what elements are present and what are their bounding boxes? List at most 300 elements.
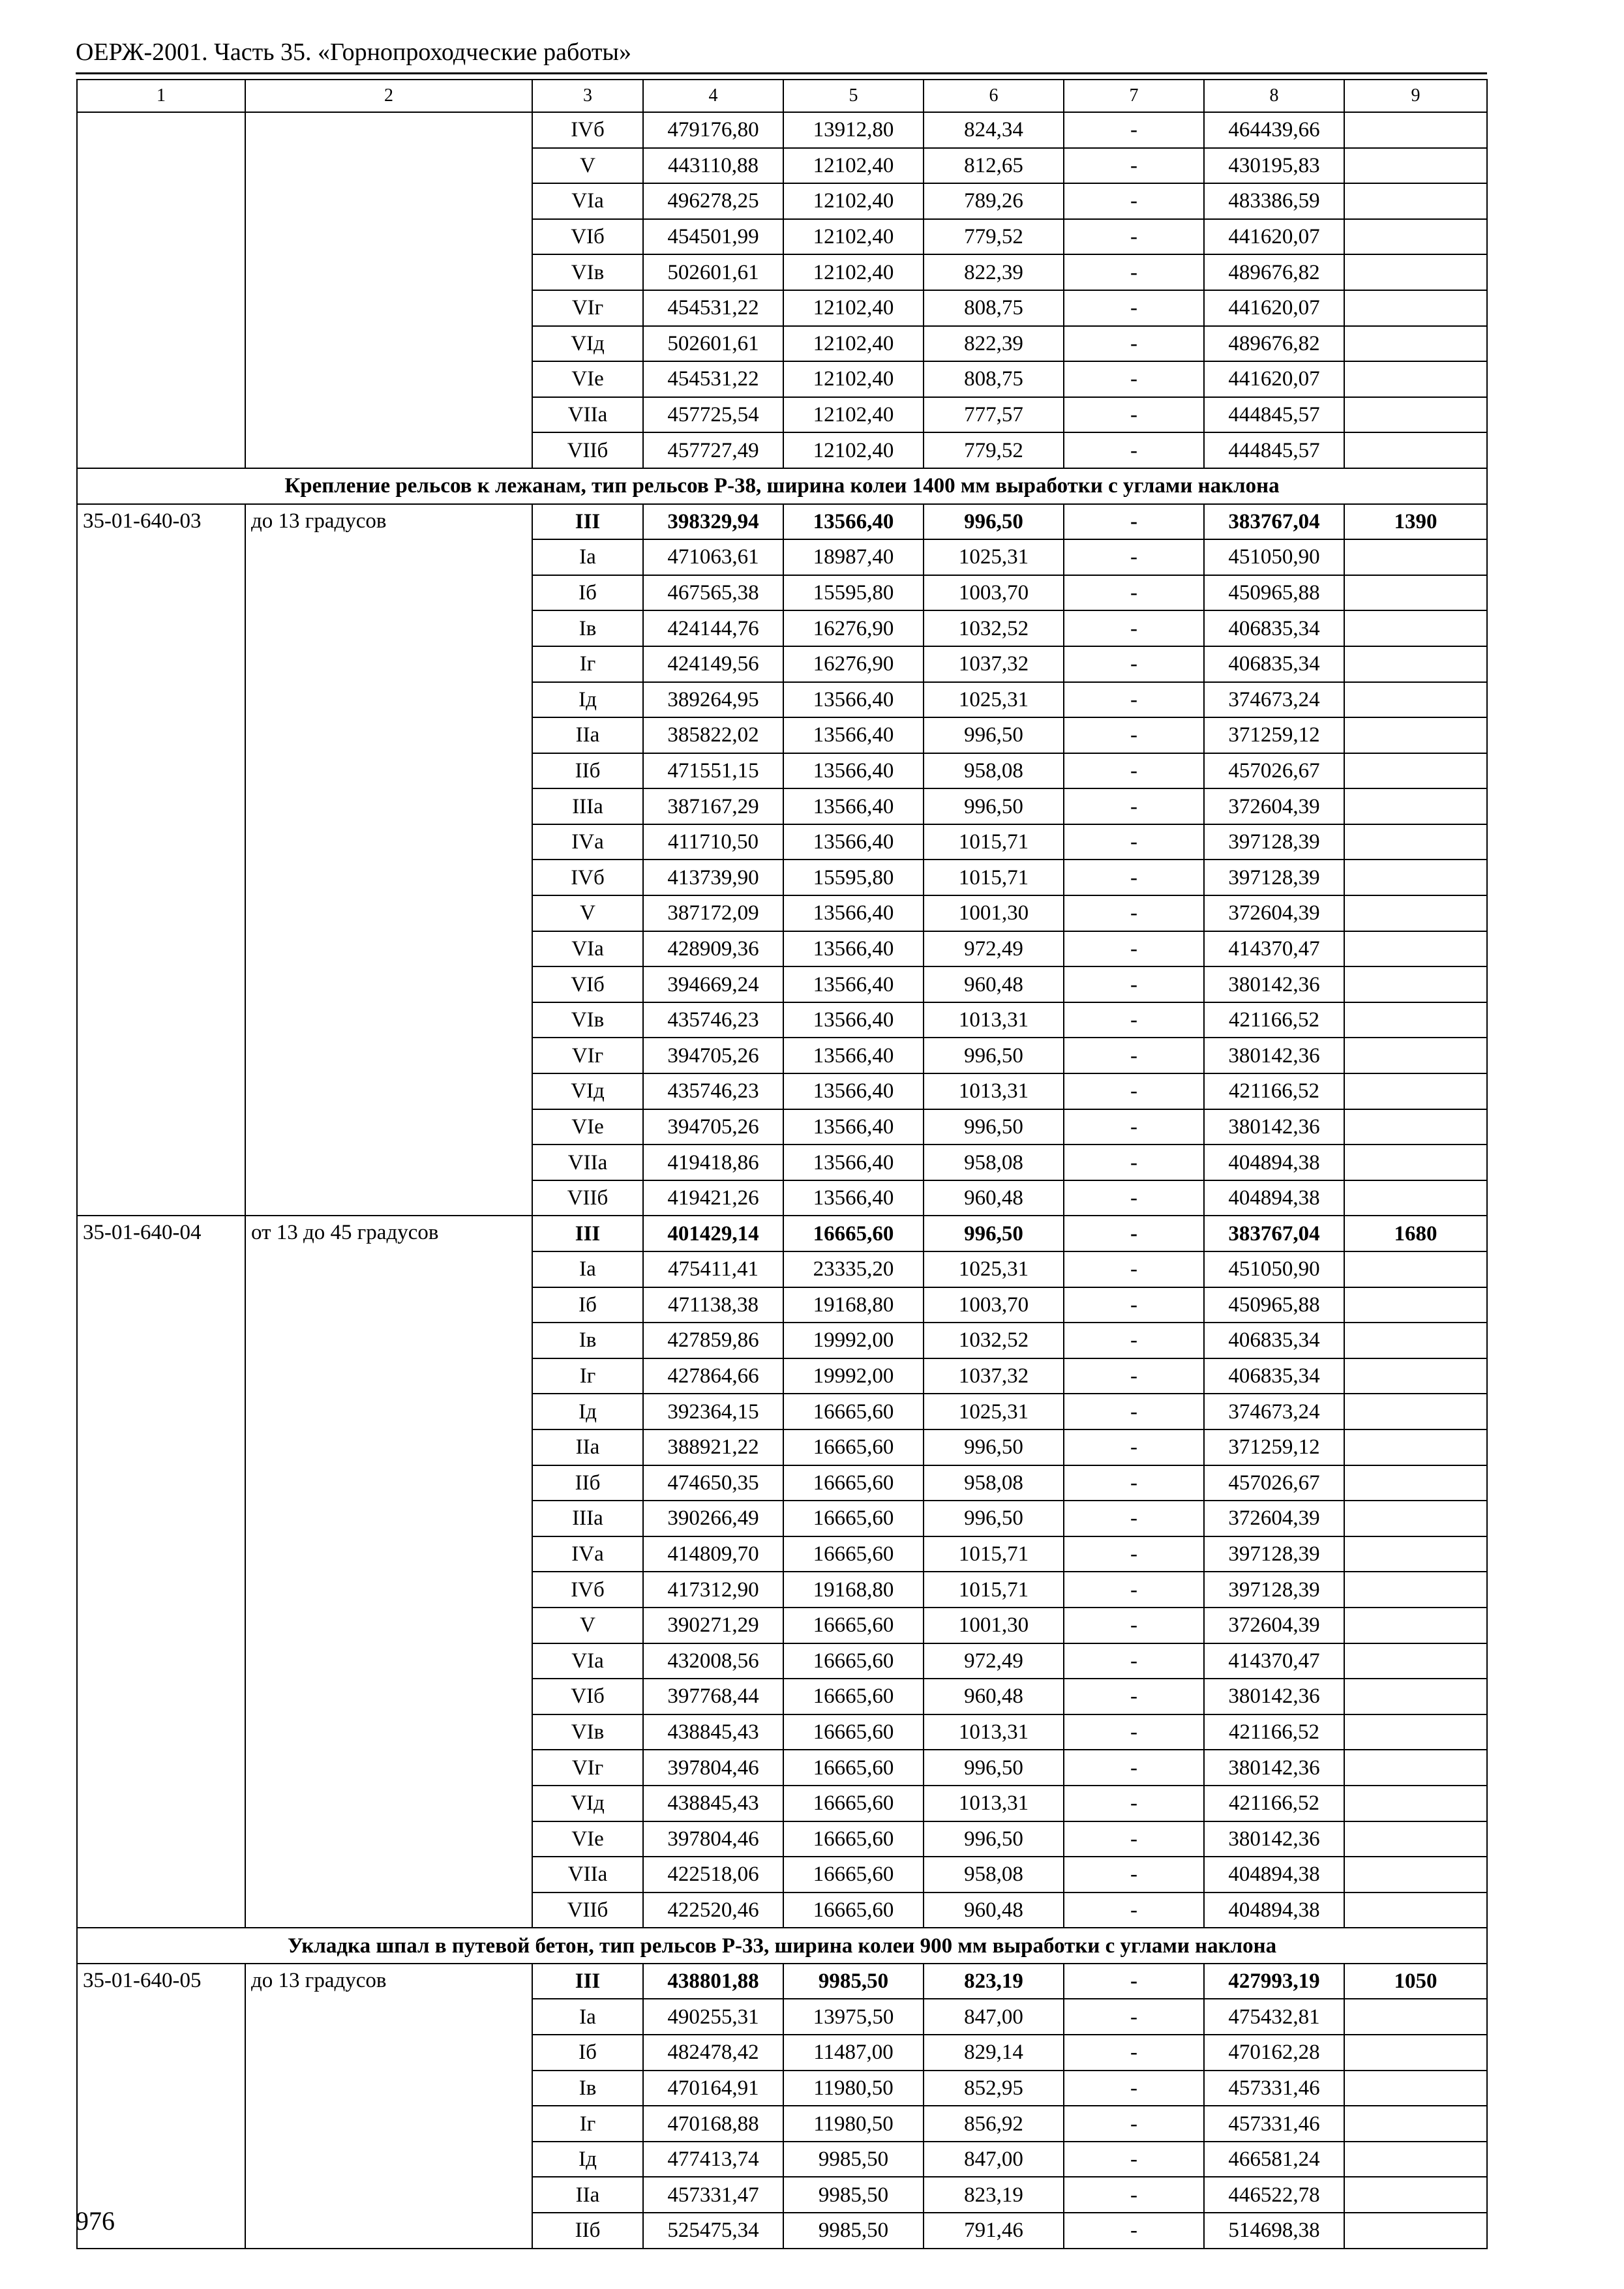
machine-cost-cell: 808,75 [924,290,1064,326]
total-cost-cell: 471138,38 [643,1287,783,1323]
materials-cost-cell: 380142,36 [1204,1109,1344,1145]
labor-cost-cell: 13566,40 [783,1002,924,1038]
zone-cell: VIIб [532,1180,643,1216]
total-cost-cell: 398329,94 [643,504,783,540]
machine-cost-cell: 791,46 [924,2213,1064,2249]
operator-wage-cell: - [1064,2106,1204,2142]
materials-cost-cell: 380142,36 [1204,966,1344,1002]
labor-hours-cell [1344,2142,1487,2177]
total-cost-cell: 394669,24 [643,966,783,1002]
labor-hours-cell [1344,1999,1487,2035]
zone-cell: VIа [532,931,643,967]
operator-wage-cell: - [1064,966,1204,1002]
zone-cell: IIб [532,753,643,789]
machine-cost-cell: 996,50 [924,717,1064,753]
labor-hours-cell [1344,290,1487,326]
section-heading: Укладка шпал в путевой бетон, тип рельсов Р-33, ширина колеи 900 мм выработки с углами наклона [77,1928,1487,1964]
materials-cost-cell: 397128,39 [1204,1536,1344,1572]
materials-cost-cell: 397128,39 [1204,1572,1344,1608]
total-cost-cell: 422518,06 [643,1857,783,1893]
machine-cost-cell: 1015,71 [924,860,1064,895]
operator-wage-cell: - [1064,753,1204,789]
labor-cost-cell: 16665,60 [783,1536,924,1572]
materials-cost-cell: 427993,19 [1204,1964,1344,1999]
section-row [77,1928,1487,1964]
zone-cell: Iб [532,1287,643,1323]
machine-cost-cell: 779,52 [924,219,1064,255]
materials-cost-cell: 406835,34 [1204,610,1344,646]
machine-cost-cell: 1013,31 [924,1073,1064,1109]
total-cost-cell: 411710,50 [643,824,783,860]
labor-hours-cell [1344,2106,1487,2142]
operator-wage-cell: - [1064,1714,1204,1750]
labor-cost-cell: 13566,40 [783,788,924,824]
rate-code: 35-01-640-04 [77,1216,245,1928]
labor-hours-cell [1344,1714,1487,1750]
zone-cell: IIб [532,1465,643,1501]
labor-hours-cell [1344,1643,1487,1679]
materials-cost-cell: 372604,39 [1204,1501,1344,1536]
total-cost-cell: 454531,22 [643,290,783,326]
machine-cost-cell: 1013,31 [924,1002,1064,1038]
total-cost-cell: 397804,46 [643,1750,783,1786]
labor-hours-cell [1344,183,1487,219]
column-header: 3 [532,80,643,112]
labor-cost-cell: 16665,60 [783,1679,924,1714]
materials-cost-cell: 380142,36 [1204,1679,1344,1714]
labor-hours-cell [1344,219,1487,255]
labor-cost-cell: 12102,40 [783,326,924,362]
operator-wage-cell: - [1064,1109,1204,1145]
total-cost-cell: 387167,29 [643,788,783,824]
labor-cost-cell: 19992,00 [783,1323,924,1358]
rate-description [245,112,532,468]
labor-cost-cell: 16276,90 [783,610,924,646]
labor-cost-cell: 13566,40 [783,1038,924,1073]
operator-wage-cell: - [1064,1323,1204,1358]
labor-hours-cell [1344,1572,1487,1608]
labor-cost-cell: 16665,60 [783,1608,924,1643]
labor-hours-cell [1344,1465,1487,1501]
machine-cost-cell: 958,08 [924,753,1064,789]
operator-wage-cell: - [1064,1429,1204,1465]
labor-cost-cell: 9985,50 [783,2213,924,2249]
zone-cell: IVа [532,824,643,860]
materials-cost-cell: 372604,39 [1204,788,1344,824]
labor-cost-cell: 9985,50 [783,1964,924,1999]
total-cost-cell: 389264,95 [643,682,783,718]
total-cost-cell: 454501,99 [643,219,783,255]
materials-cost-cell: 380142,36 [1204,1821,1344,1857]
materials-cost-cell: 404894,38 [1204,1180,1344,1216]
zone-cell: V [532,148,643,184]
total-cost-cell: 438845,43 [643,1786,783,1821]
total-cost-cell: 419421,26 [643,1180,783,1216]
total-cost-cell: 390266,49 [643,1501,783,1536]
labor-cost-cell: 16665,60 [783,1501,924,1536]
operator-wage-cell: - [1064,1073,1204,1109]
total-cost-cell: 397768,44 [643,1679,783,1714]
zone-cell: VIг [532,1750,643,1786]
operator-wage-cell: - [1064,1999,1204,2035]
operator-wage-cell: - [1064,575,1204,611]
column-header: 4 [643,80,783,112]
labor-hours-cell [1344,539,1487,575]
operator-wage-cell: - [1064,326,1204,362]
machine-cost-cell: 996,50 [924,504,1064,540]
rate-description: до 13 градусов [245,1964,532,2249]
materials-cost-cell: 371259,12 [1204,717,1344,753]
header-rule [76,72,1487,74]
labor-cost-cell: 15595,80 [783,860,924,895]
labor-cost-cell: 16665,60 [783,1429,924,1465]
total-cost-cell: 394705,26 [643,1109,783,1145]
zone-cell: VIа [532,1643,643,1679]
materials-cost-cell: 414370,47 [1204,1643,1344,1679]
machine-cost-cell: 789,26 [924,183,1064,219]
labor-cost-cell: 9985,50 [783,2177,924,2213]
machine-cost-cell: 972,49 [924,1643,1064,1679]
labor-hours-cell [1344,1536,1487,1572]
machine-cost-cell: 960,48 [924,1679,1064,1714]
operator-wage-cell: - [1064,361,1204,397]
total-cost-cell: 385822,02 [643,717,783,753]
materials-cost-cell: 421166,52 [1204,1714,1344,1750]
rate-code: 35-01-640-03 [77,504,245,1216]
operator-wage-cell: - [1064,112,1204,148]
column-header: 2 [245,80,532,112]
operator-wage-cell: - [1064,895,1204,931]
labor-cost-cell: 13975,50 [783,1999,924,2035]
labor-cost-cell: 12102,40 [783,254,924,290]
zone-cell: Iб [532,2035,643,2071]
zone-cell: VIе [532,361,643,397]
machine-cost-cell: 847,00 [924,1999,1064,2035]
labor-cost-cell: 13566,40 [783,931,924,967]
operator-wage-cell: - [1064,646,1204,682]
materials-cost-cell: 421166,52 [1204,1073,1344,1109]
labor-cost-cell: 13566,40 [783,717,924,753]
machine-cost-cell: 960,48 [924,1893,1064,1928]
operator-wage-cell: - [1064,290,1204,326]
labor-cost-cell: 16276,90 [783,646,924,682]
operator-wage-cell: - [1064,504,1204,540]
machine-cost-cell: 1032,52 [924,1323,1064,1358]
materials-cost-cell: 451050,90 [1204,1251,1344,1287]
labor-hours-cell [1344,1429,1487,1465]
zone-cell: VIIб [532,432,643,468]
labor-hours-cell [1344,2213,1487,2249]
labor-hours-cell [1344,1821,1487,1857]
zone-cell: VIд [532,1073,643,1109]
machine-cost-cell: 824,34 [924,112,1064,148]
operator-wage-cell: - [1064,1821,1204,1857]
materials-cost-cell: 470162,28 [1204,2035,1344,2071]
zone-cell: Iв [532,2071,643,2106]
labor-cost-cell: 16665,60 [783,1893,924,1928]
labor-cost-cell: 18987,40 [783,539,924,575]
total-cost-cell: 419418,86 [643,1144,783,1180]
labor-cost-cell: 13566,40 [783,504,924,540]
labor-hours-cell [1344,1786,1487,1821]
labor-hours-cell [1344,1251,1487,1287]
total-cost-cell: 435746,23 [643,1002,783,1038]
labor-hours-cell [1344,2071,1487,2106]
total-cost-cell: 471063,61 [643,539,783,575]
zone-cell: IVб [532,1572,643,1608]
machine-cost-cell: 1013,31 [924,1714,1064,1750]
total-cost-cell: 388921,22 [643,1429,783,1465]
machine-cost-cell: 822,39 [924,326,1064,362]
labor-cost-cell: 13566,40 [783,966,924,1002]
labor-hours-cell [1344,1323,1487,1358]
materials-cost-cell: 406835,34 [1204,1358,1344,1394]
machine-cost-cell: 1015,71 [924,1572,1064,1608]
machine-cost-cell: 1025,31 [924,1394,1064,1429]
labor-cost-cell: 13566,40 [783,1073,924,1109]
labor-hours-cell [1344,895,1487,931]
labor-cost-cell: 16665,60 [783,1786,924,1821]
labor-cost-cell: 12102,40 [783,219,924,255]
labor-hours-cell [1344,788,1487,824]
zone-cell: Iа [532,1251,643,1287]
zone-cell: VIб [532,1679,643,1714]
zone-cell: VIв [532,1714,643,1750]
total-cost-cell: 471551,15 [643,753,783,789]
zone-cell: Iа [532,539,643,575]
machine-cost-cell: 996,50 [924,1501,1064,1536]
materials-cost-cell: 380142,36 [1204,1038,1344,1073]
labor-hours-cell [1344,1608,1487,1643]
materials-cost-cell: 372604,39 [1204,895,1344,931]
operator-wage-cell: - [1064,1038,1204,1073]
total-cost-cell: 457331,47 [643,2177,783,2213]
machine-cost-cell: 996,50 [924,1038,1064,1073]
operator-wage-cell: - [1064,254,1204,290]
total-cost-cell: 392364,15 [643,1394,783,1429]
operator-wage-cell: - [1064,824,1204,860]
total-cost-cell: 438845,43 [643,1714,783,1750]
machine-cost-cell: 996,50 [924,1821,1064,1857]
materials-cost-cell: 441620,07 [1204,290,1344,326]
labor-cost-cell: 13566,40 [783,895,924,931]
labor-cost-cell: 11980,50 [783,2071,924,2106]
materials-cost-cell: 380142,36 [1204,1750,1344,1786]
zone-cell: Iа [532,1999,643,2035]
operator-wage-cell: - [1064,539,1204,575]
operator-wage-cell: - [1064,397,1204,433]
labor-hours-cell [1344,397,1487,433]
machine-cost-cell: 1025,31 [924,539,1064,575]
total-cost-cell: 397804,46 [643,1821,783,1857]
materials-cost-cell: 383767,04 [1204,1216,1344,1251]
zone-cell: VIб [532,966,643,1002]
zone-cell: V [532,1608,643,1643]
total-cost-cell: 477413,74 [643,2142,783,2177]
labor-cost-cell: 13566,40 [783,1109,924,1145]
rate-description: до 13 градусов [245,504,532,1216]
materials-cost-cell: 457331,46 [1204,2106,1344,2142]
labor-hours-cell [1344,966,1487,1002]
zone-cell: VIг [532,290,643,326]
machine-cost-cell: 958,08 [924,1857,1064,1893]
operator-wage-cell: - [1064,1608,1204,1643]
operator-wage-cell: - [1064,1786,1204,1821]
zone-cell: VIб [532,219,643,255]
machine-cost-cell: 1015,71 [924,1536,1064,1572]
machine-cost-cell: 1037,32 [924,646,1064,682]
machine-cost-cell: 812,65 [924,148,1064,184]
page-number: 976 [76,2206,115,2236]
zone-cell: IIа [532,1429,643,1465]
total-cost-cell: 401429,14 [643,1216,783,1251]
machine-cost-cell: 1025,31 [924,1251,1064,1287]
labor-cost-cell: 19168,80 [783,1572,924,1608]
labor-hours-cell [1344,2177,1487,2213]
labor-hours-cell [1344,646,1487,682]
machine-cost-cell: 823,19 [924,1964,1064,1999]
labor-hours-cell [1344,254,1487,290]
rate-description: от 13 до 45 градусов [245,1216,532,1928]
labor-hours-cell [1344,1394,1487,1429]
zone-cell: VIIб [532,1893,643,1928]
machine-cost-cell: 1015,71 [924,824,1064,860]
operator-wage-cell: - [1064,1216,1204,1251]
labor-cost-cell: 16665,60 [783,1857,924,1893]
machine-cost-cell: 823,19 [924,2177,1064,2213]
labor-cost-cell: 13912,80 [783,112,924,148]
labor-hours-cell [1344,1287,1487,1323]
labor-cost-cell: 16665,60 [783,1643,924,1679]
zone-cell: IVб [532,860,643,895]
total-cost-cell: 387172,09 [643,895,783,931]
total-cost-cell: 496278,25 [643,183,783,219]
total-cost-cell: 502601,61 [643,254,783,290]
operator-wage-cell: - [1064,1251,1204,1287]
labor-cost-cell: 12102,40 [783,397,924,433]
materials-cost-cell: 383767,04 [1204,504,1344,540]
materials-cost-cell: 441620,07 [1204,219,1344,255]
labor-hours-cell [1344,575,1487,611]
operator-wage-cell: - [1064,1679,1204,1714]
total-cost-cell: 390271,29 [643,1608,783,1643]
total-cost-cell: 413739,90 [643,860,783,895]
labor-hours-cell [1344,717,1487,753]
zone-cell: V [532,895,643,931]
operator-wage-cell: - [1064,1465,1204,1501]
zone-cell: VIе [532,1821,643,1857]
total-cost-cell: 457725,54 [643,397,783,433]
machine-cost-cell: 1001,30 [924,895,1064,931]
labor-hours-cell [1344,931,1487,967]
zone-cell: IVб [532,112,643,148]
operator-wage-cell: - [1064,2142,1204,2177]
labor-cost-cell: 12102,40 [783,148,924,184]
operator-wage-cell: - [1064,183,1204,219]
labor-cost-cell: 13566,40 [783,1180,924,1216]
operator-wage-cell: - [1064,1358,1204,1394]
labor-hours-cell: 1390 [1344,504,1487,540]
machine-cost-cell: 996,50 [924,1750,1064,1786]
operator-wage-cell: - [1064,219,1204,255]
column-header: 9 [1344,80,1487,112]
total-cost-cell: 427864,66 [643,1358,783,1394]
machine-cost-cell: 856,92 [924,2106,1064,2142]
labor-hours-cell [1344,682,1487,718]
materials-cost-cell: 450965,88 [1204,1287,1344,1323]
operator-wage-cell: - [1064,1180,1204,1216]
machine-cost-cell: 808,75 [924,361,1064,397]
table-row [77,1216,1487,1251]
zone-cell: Iв [532,1323,643,1358]
labor-hours-cell [1344,361,1487,397]
materials-cost-cell: 489676,82 [1204,254,1344,290]
operator-wage-cell: - [1064,148,1204,184]
table-body [77,112,1487,2249]
rates-table [76,79,1488,2249]
materials-cost-cell: 444845,57 [1204,397,1344,433]
labor-hours-cell [1344,1002,1487,1038]
labor-cost-cell: 16665,60 [783,1216,924,1251]
operator-wage-cell: - [1064,610,1204,646]
zone-cell: IIа [532,717,643,753]
machine-cost-cell: 1013,31 [924,1786,1064,1821]
labor-cost-cell: 16665,60 [783,1750,924,1786]
materials-cost-cell: 404894,38 [1204,1857,1344,1893]
labor-hours-cell [1344,1893,1487,1928]
labor-cost-cell: 16665,60 [783,1465,924,1501]
machine-cost-cell: 960,48 [924,1180,1064,1216]
total-cost-cell: 443110,88 [643,148,783,184]
labor-hours-cell [1344,1501,1487,1536]
machine-cost-cell: 1032,52 [924,610,1064,646]
labor-cost-cell: 13566,40 [783,682,924,718]
zone-cell: Iд [532,2142,643,2177]
materials-cost-cell: 397128,39 [1204,860,1344,895]
materials-cost-cell: 483386,59 [1204,183,1344,219]
zone-cell: Iг [532,2106,643,2142]
machine-cost-cell: 829,14 [924,2035,1064,2071]
column-header: 1 [77,80,245,112]
zone-cell: IIа [532,2177,643,2213]
materials-cost-cell: 464439,66 [1204,112,1344,148]
materials-cost-cell: 475432,81 [1204,1999,1344,2035]
materials-cost-cell: 404894,38 [1204,1893,1344,1928]
materials-cost-cell: 514698,38 [1204,2213,1344,2249]
machine-cost-cell: 1037,32 [924,1358,1064,1394]
labor-cost-cell: 11487,00 [783,2035,924,2071]
operator-wage-cell: - [1064,1643,1204,1679]
zone-cell: VIIа [532,1857,643,1893]
zone-cell: Iв [532,610,643,646]
labor-cost-cell: 13566,40 [783,824,924,860]
labor-hours-cell [1344,1750,1487,1786]
materials-cost-cell: 457026,67 [1204,753,1344,789]
materials-cost-cell: 374673,24 [1204,1394,1344,1429]
operator-wage-cell: - [1064,1144,1204,1180]
operator-wage-cell: - [1064,1002,1204,1038]
total-cost-cell: 470168,88 [643,2106,783,2142]
column-header: 6 [924,80,1064,112]
zone-cell: VIв [532,254,643,290]
section-heading: Крепление рельсов к лежанам, тип рельсов Р-38, ширина колеи 1400 мм выработки с углами наклона [77,468,1487,504]
zone-cell: VIа [532,183,643,219]
operator-wage-cell: - [1064,1536,1204,1572]
operator-wage-cell: - [1064,1857,1204,1893]
labor-hours-cell [1344,1358,1487,1394]
zone-cell: VIе [532,1109,643,1145]
machine-cost-cell: 996,50 [924,1429,1064,1465]
